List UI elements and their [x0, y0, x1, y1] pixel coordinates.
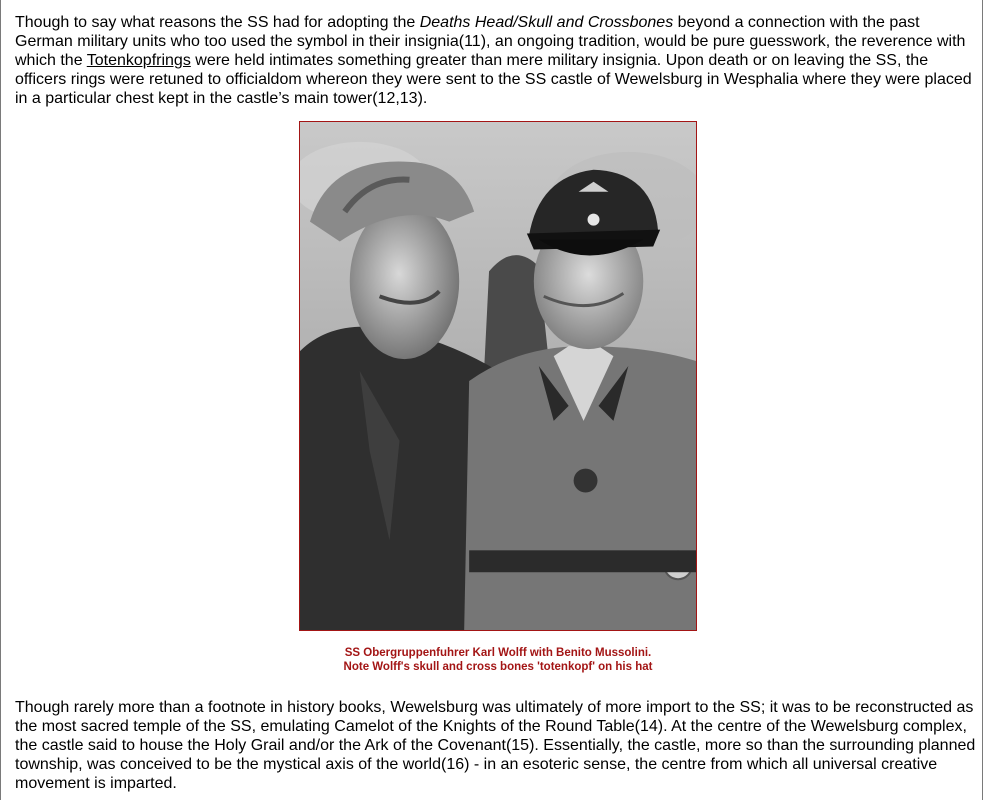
photo-illustration [300, 122, 696, 630]
historical-photo [299, 121, 697, 631]
paragraph-1-text-c: were held intimates something greater than mere military insignia. Upon death or on leaving the SS, the officers rings were retuned to officialdom whereon they were sent to the SS castle of Wewelsburg in Wesphalia where they were placed in a particular chest kept in the castle’s main tower(12,13). [15, 52, 972, 107]
paragraph-2: Though rarely more than a footnote in history books, Wewelsburg was ultimately of more import to the SS; it was to be reconstructed as the most sacred temple of the SS, emulating Camelot of the Knights of the Round Table(14). At the centre of the Wewelsburg complex, the castle said to house the Holy Grail and/or the Ark of the Covenant(15). Essentially, the castle, more so than the surrounding planned township, was conceived to be the mystical axis of the world(16) - in an esoteric sense, the centre from which all universal creative movement is imparted. [15, 699, 976, 792]
paragraph-1-text-b: beyond a connection with the past German military units who too used the symbol in their insignia(11), an ongoing tradition, would be pure guesswork, the reverence with which the [15, 14, 966, 69]
italic-phrase: Deaths Head/Skull and Crossbones [419, 14, 674, 31]
totenkopfrings-link[interactable]: Totenkopfrings [86, 52, 191, 69]
paragraph-1-text-a: Though to say what reasons the SS had for adopting the [15, 14, 420, 31]
caption-line-2: Note Wolff's skull and cross bones 'totenkopf' on his hat [343, 661, 653, 673]
photo-caption [299, 646, 697, 674]
caption-line-1: SS Obergruppenfuhrer Karl Wolff with Benito Mussolini. [344, 647, 652, 659]
paragraph-1 [15, 13, 977, 108]
